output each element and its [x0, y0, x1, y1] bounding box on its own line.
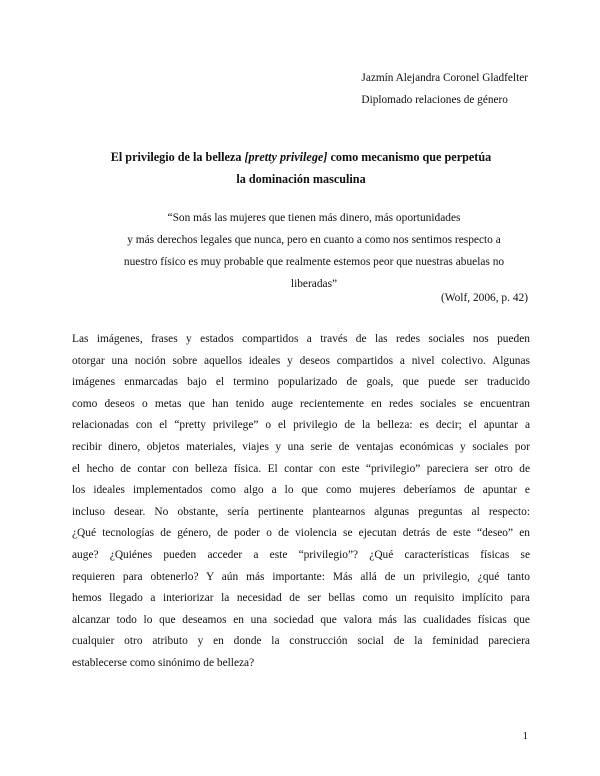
body-paragraph [72, 329, 530, 675]
paragraph-line: imágenes enmarcadas bajo el termino popularizado de goals, que puede ser traducido [72, 376, 530, 389]
paragraph-line: Las imágenes, frases y estados compartidos a través de las redes sociales nos pueden [72, 333, 530, 345]
epigraph-line: “Son más las mujeres que tienen más dinero, más oportunidades [167, 212, 461, 224]
paragraph-line: recibir dinero, objetos materiales, viajes y una serie de ventajas económicas y sociales por [72, 440, 530, 453]
title-line-1 [60, 146, 542, 168]
paragraph-line: incluso desear. No obstante, sería pertinente plantearnos algunas preguntas al respecto: [72, 505, 530, 518]
title-italic-term: [pretty privilege] [244, 150, 328, 164]
epigraph-citation: (Wolf, 2006, p. 42) [440, 292, 528, 304]
author-block [361, 67, 528, 111]
page-number: 1 [522, 730, 528, 742]
author-name: Jazmín Alejandra Coronel Gladfelter [361, 72, 528, 84]
epigraph-line: y más derechos legales que nunca, pero en cuanto a como nos sentimos respecto a [127, 234, 501, 246]
paragraph-line: los ideales implementados como algo a lo que como mujeres deberíamos de apuntar e [72, 484, 530, 497]
paragraph-line: requieren para obtenerlo? Y aún más importante: Más allá de un privilegio, ¿qué tanto [72, 570, 530, 583]
title-line-2: la dominación masculina [236, 172, 366, 186]
epigraph-quote [100, 207, 528, 295]
title-part-3: como mecanismo que perpetúa [327, 150, 492, 164]
paragraph-line: establecerse como sinónimo de belleza? [72, 656, 255, 669]
paragraph-line: auge? ¿Quiénes pueden acceder a este “privilegio”? ¿Qué características físicas se [72, 548, 530, 561]
paragraph-line: alcanzar todo lo que deseamos en una sociedad que valora más las cualidades físicas que [72, 613, 530, 626]
paragraph-line: relacionadas con el “pretty privilege” o el privilegio de la belleza: es decir; el apuntar a [72, 419, 530, 432]
paragraph-line: ¿Qué tecnologías de género, de poder o de violencia se ejecutan detrás de este “deseo” en [72, 527, 530, 540]
epigraph-line: nuestro físico es muy probable que realmente estemos peor que nuestras abuelas no [123, 256, 505, 268]
title-part-1: El privilegio de la belleza [110, 150, 245, 164]
paragraph-line: como deseos o metas que han tenido auge recientemente en redes sociales se encuentran [72, 397, 530, 410]
paragraph-line: el hecho de contar con belleza física. El contar con este “privilegio” pareciera ser otro de [72, 462, 530, 475]
paragraph-line: cualquier otro atributo y en donde la construcción social de la feminidad pareciera [72, 635, 530, 648]
document-title [60, 146, 542, 190]
paragraph-line: otorgar una noción sobre aquellos ideales y deseos compartidos a nivel colectivo. Algunas [72, 354, 530, 367]
program-name: Diplomado relaciones de género [361, 94, 508, 106]
epigraph-line: liberadas” [290, 278, 338, 290]
paragraph-line: hemos llegado a interiorizar la necesidad de ser bellas como un requisito implícito para [72, 592, 530, 605]
